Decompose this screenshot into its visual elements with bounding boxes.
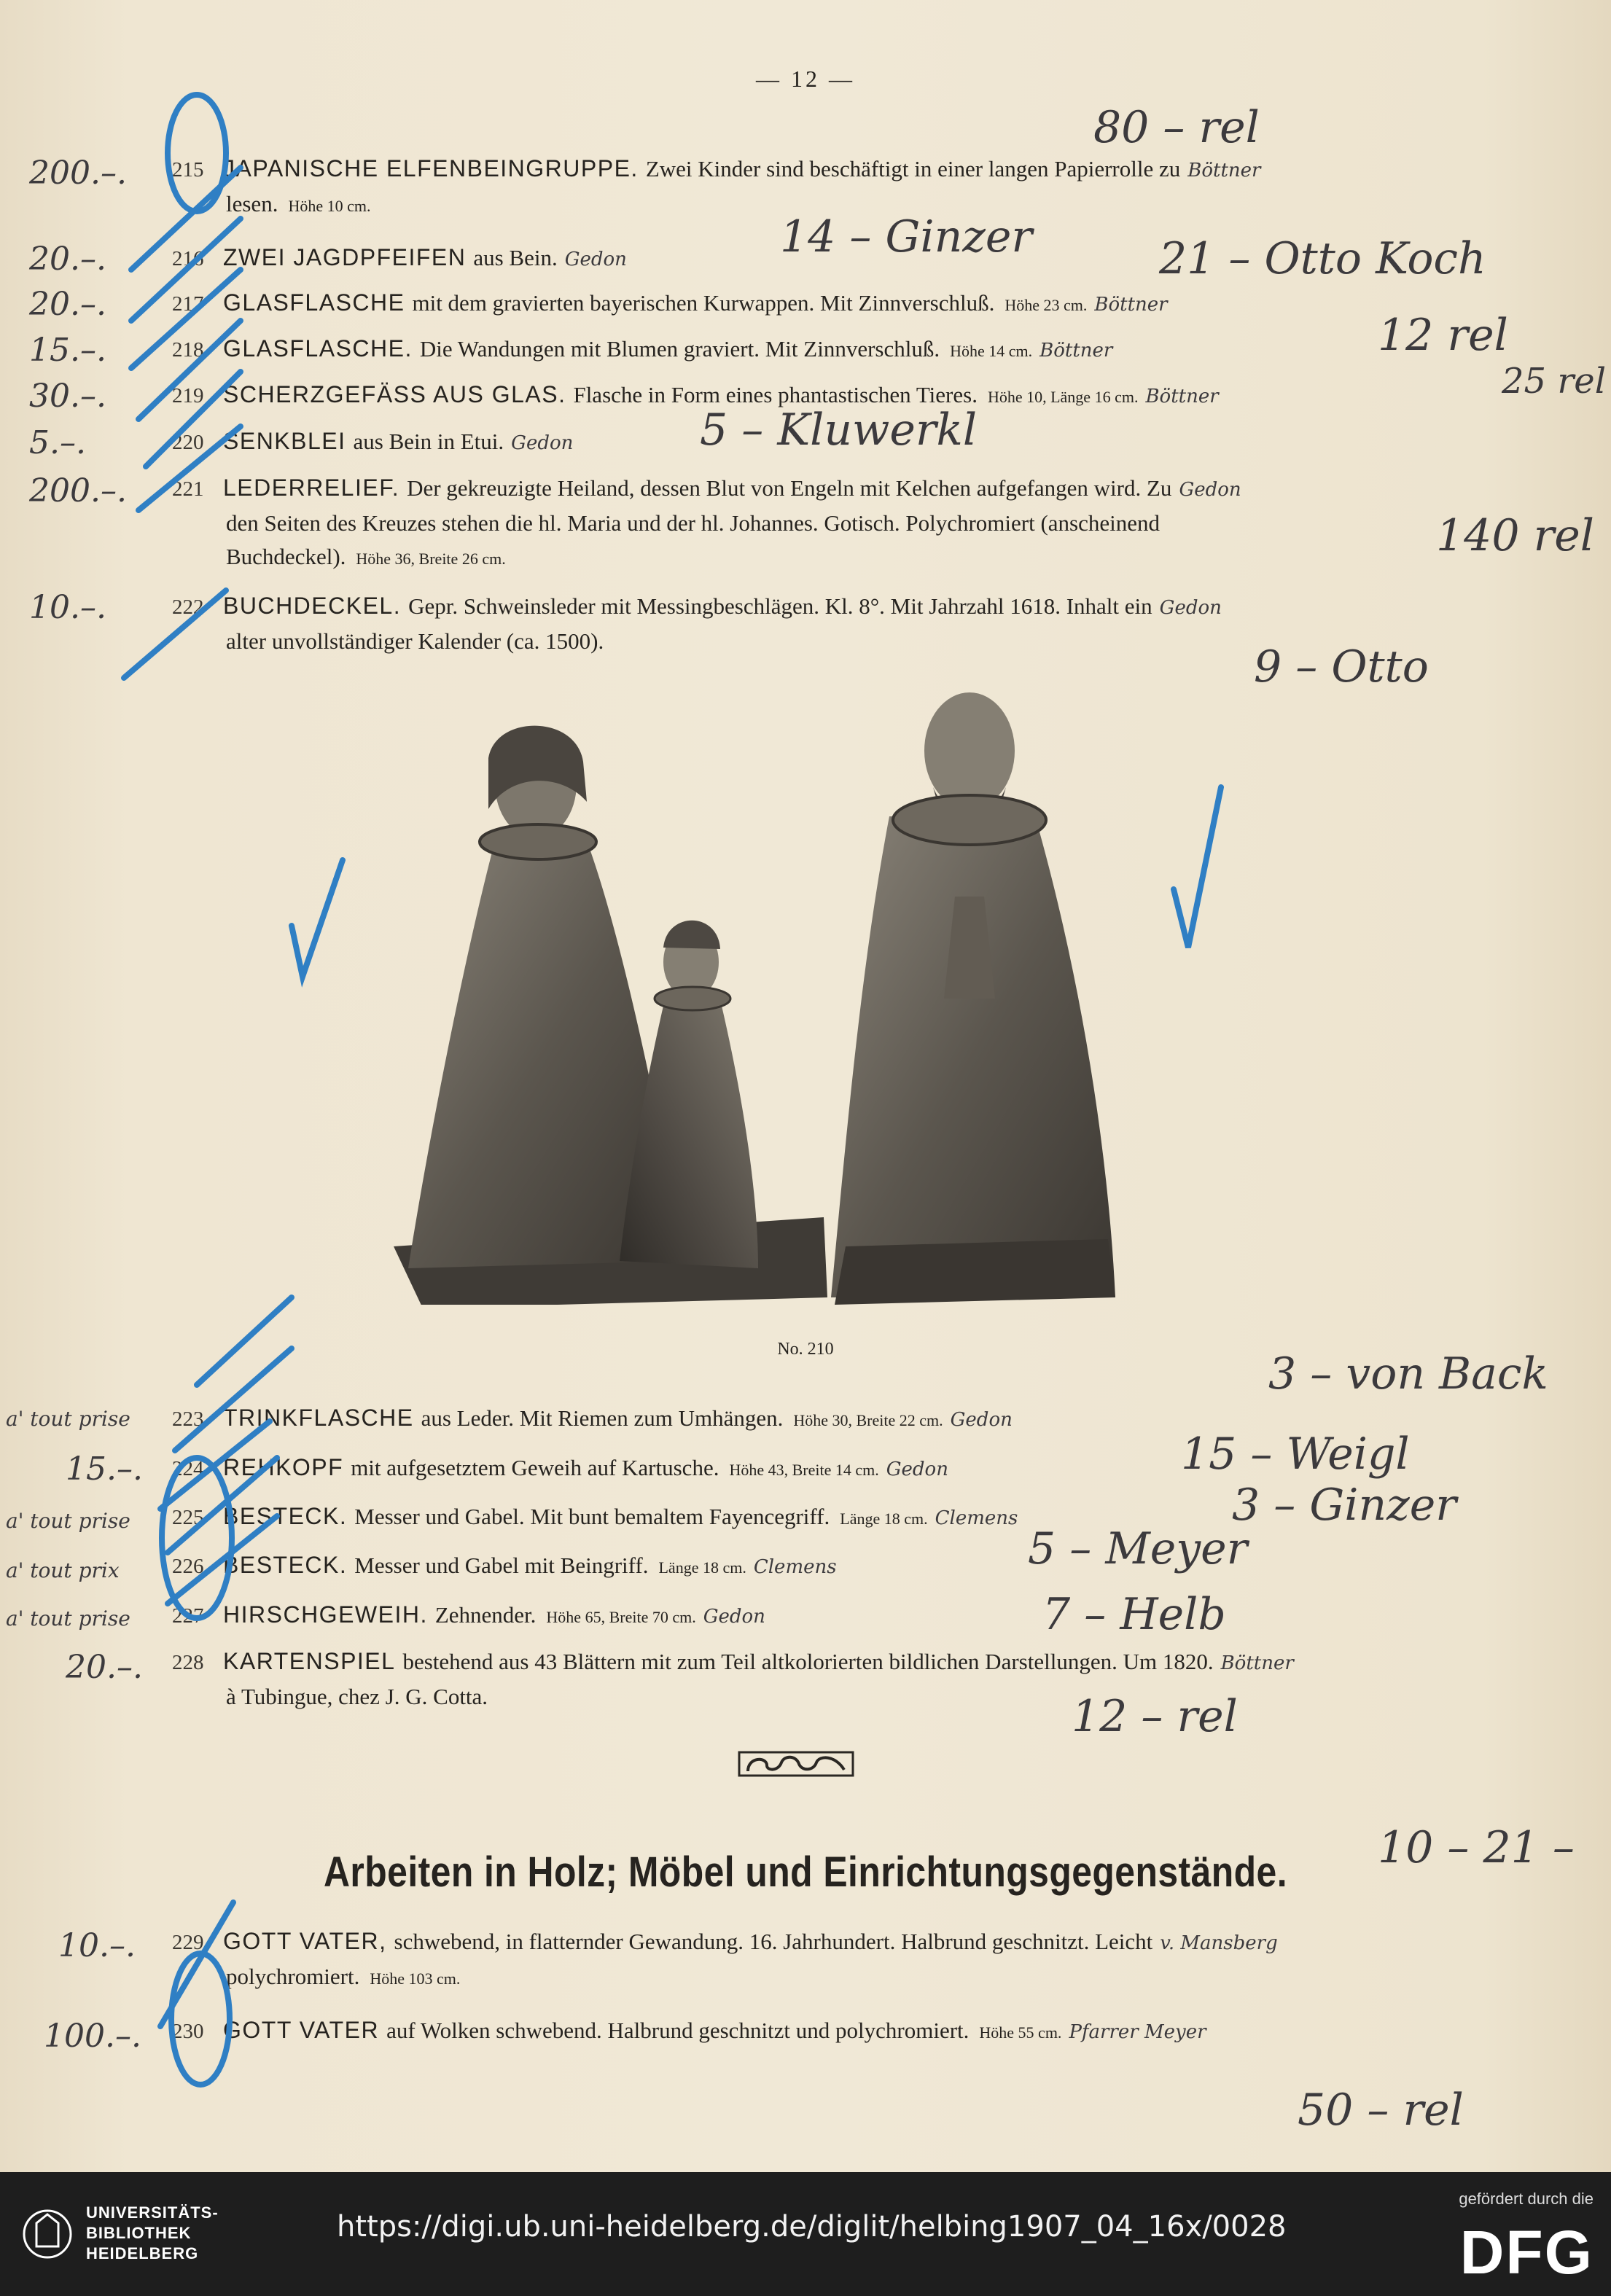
entry-number: 225: [172, 1506, 204, 1529]
buyer-name: Böttner: [1039, 340, 1113, 362]
entry-measure: Höhe 30, Breite 22 cm.: [793, 1411, 943, 1429]
entry-number: 216: [172, 247, 204, 270]
entry-number: 217: [172, 292, 204, 316]
entry-measure: Höhe 10, Länge 16 cm.: [987, 388, 1139, 406]
entry-title: GOTT VATER: [223, 2017, 380, 2043]
entry-text: Zehnender.: [434, 1602, 537, 1628]
entry-text: aus Bein in Etui.: [353, 429, 504, 454]
entry-measure: Höhe 103 cm.: [370, 1969, 461, 1988]
entry-text-line2: lesen.: [226, 191, 278, 216]
entry-title: LEDERRELIEF.: [223, 475, 400, 501]
margin-note: 12 – rel: [1072, 1691, 1238, 1742]
margin-price: a' tout prix: [6, 1558, 120, 1582]
entry-title: HIRSCHGEWEIH.: [223, 1601, 428, 1628]
entry-number: 228: [172, 1651, 204, 1674]
margin-price: 15.–.: [66, 1450, 143, 1488]
entry-text: Messer und Gabel. Mit bunt bemaltem Fayencegriff.: [354, 1504, 830, 1529]
entry-text-line2: à Tubingue, chez J. G. Cotta.: [226, 1684, 488, 1709]
entry-text: Die Wandungen mit Blumen graviert. Mit Zinnverschluß.: [419, 336, 940, 362]
margin-price: 5.–.: [29, 424, 86, 461]
margin-price: 10.–.: [58, 1927, 136, 1964]
entry-number: 222: [172, 596, 204, 619]
margin-note: 14 – Ginzer: [780, 211, 1033, 262]
entry-measure: Höhe 10 cm.: [288, 197, 371, 215]
figure-praying-man: [831, 692, 1115, 1305]
entry-title: KARTENSPIEL: [223, 1648, 396, 1674]
buyer-name: Gedon: [1179, 479, 1241, 501]
margin-note: 80 – rel: [1093, 102, 1260, 153]
buyer-name: Gedon: [1159, 597, 1222, 619]
buyer-name: Pfarrer Meyer: [1069, 2021, 1206, 2043]
entry-title: BESTECK.: [223, 1552, 348, 1578]
entry-measure: Höhe 23 cm.: [1005, 296, 1088, 314]
entry-measure: Höhe 65, Breite 70 cm.: [546, 1608, 696, 1626]
margin-note: 25 rel: [1502, 361, 1607, 402]
entry-text-line2: polychromiert.: [226, 1964, 360, 1989]
entry-text: mit aufgesetztem Geweih auf Kartusche.: [351, 1455, 719, 1480]
margin-price: 20.–.: [29, 241, 106, 278]
entry-229: [172, 1924, 1528, 1996]
entry-text: Flasche in Form eines phantastischen Tieres.: [573, 382, 978, 407]
margin-note: 9 – Otto: [1254, 641, 1429, 692]
buyer-name: Clemens: [935, 1507, 1018, 1529]
entry-title: REHKOPF: [223, 1454, 344, 1480]
buyer-name: Gedon: [564, 249, 627, 270]
margin-note: 5 – Meyer: [1028, 1523, 1248, 1574]
entry-measure: Länge 18 cm.: [658, 1558, 746, 1577]
entry-221: [172, 471, 1528, 576]
margin-note: 3 – Ginzer: [1232, 1480, 1456, 1531]
entry-text-line2: alter unvollständiger Kalender (ca. 1500).: [226, 628, 604, 654]
buyer-name: Böttner: [1187, 160, 1261, 181]
entry-217: [172, 286, 1528, 322]
entry-text: schwebend, in flatternder Gewandung. 16. Jahrhundert. Halbrund geschnitzt. Leicht: [394, 1929, 1153, 1954]
digitization-footer: [0, 2172, 1611, 2296]
entry-title: JAPANISCHE ELFENBEINGRUPPE.: [223, 155, 639, 181]
entry-measure: Höhe 43, Breite 14 cm.: [729, 1461, 879, 1479]
funded-by-label: gefördert durch die: [1459, 2190, 1594, 2208]
buyer-name: Böttner: [1145, 386, 1219, 407]
margin-price: 20.–.: [66, 1649, 143, 1686]
margin-note: 21 – Otto Koch: [1159, 233, 1486, 284]
entry-number: 218: [172, 338, 204, 362]
entry-226: [172, 1548, 1528, 1585]
entry-number: 219: [172, 384, 204, 407]
entry-title: GOTT VATER,: [223, 1928, 387, 1954]
margin-note: 140 rel: [1436, 510, 1594, 561]
photo-carved-figures: [379, 692, 1217, 1305]
entry-text: aus Leder. Mit Riemen zum Umhängen.: [421, 1405, 784, 1431]
entry-number: 230: [172, 2020, 204, 2043]
entry-218: [172, 332, 1528, 368]
entry-title: BUCHDECKEL.: [223, 593, 402, 619]
margin-note: 10 – 21 –: [1378, 1822, 1575, 1873]
entry-number: 215: [172, 158, 204, 181]
margin-price: 20.–.: [29, 286, 106, 323]
buyer-name: Böttner: [1220, 1652, 1294, 1674]
library-name: UNIVERSITÄTS- BIBLIOTHEK HEIDELBERG: [86, 2203, 219, 2262]
entry-title: GLASFLASCHE: [223, 289, 405, 316]
entry-number: 223: [172, 1407, 204, 1431]
entry-title: TRINKFLASCHE: [223, 1405, 414, 1431]
entry-text-line3: Buchdeckel).: [226, 544, 346, 569]
margin-price: a' tout prise: [6, 1509, 130, 1533]
section-heading: Arbeiten in Holz; Möbel und Einrichtungsgegenstände.: [323, 1848, 1288, 1896]
entry-title: BESTECK.: [223, 1503, 348, 1529]
entry-228: [172, 1644, 1528, 1714]
buyer-name: Gedon: [886, 1459, 948, 1480]
buyer-name: Gedon: [950, 1409, 1013, 1431]
entry-title: ZWEI JAGDPFEIFEN: [223, 244, 467, 270]
permalink-url[interactable]: https://digi.ub.uni-heidelberg.de/diglit/helbing1907_04_16x/0028: [337, 2210, 1287, 2244]
margin-price: 15.–.: [29, 332, 106, 369]
entry-measure: Höhe 55 cm.: [979, 2023, 1062, 2042]
margin-price: 30.–.: [29, 378, 106, 415]
entry-text-line2: den Seiten des Kreuzes stehen die hl. Maria und der hl. Johannes. Gotisch. Polychromiert (anscheinend: [226, 510, 1160, 536]
photo-caption: No. 210: [777, 1340, 834, 1359]
buyer-name: v. Mansberg: [1160, 1932, 1278, 1954]
buyer-name: Gedon: [703, 1606, 765, 1628]
entry-text: aus Bein.: [473, 245, 558, 270]
entry-text: mit dem gravierten bayerischen Kurwappen. Mit Zinnverschluß.: [412, 290, 995, 316]
entry-text: bestehend aus 43 Blättern mit zum Teil altkolorierten bildlichen Darstellungen. Um 1820.: [402, 1649, 1214, 1674]
entry-number: 224: [172, 1457, 204, 1480]
checkmark: [292, 860, 343, 977]
margin-note: 3 – von Back: [1268, 1348, 1548, 1399]
university-seal-icon: [22, 2201, 73, 2267]
dfg-logo: DFG: [1459, 2218, 1594, 2287]
entry-text: Gepr. Schweinsleder mit Messingbeschlägen. Kl. 8°. Mit Jahrzahl 1618. Inhalt ein: [408, 593, 1152, 619]
buyer-name: Böttner: [1094, 294, 1168, 316]
page-number: — 12 —: [756, 66, 855, 92]
entry-text: Der gekreuzigte Heiland, dessen Blut von Engeln mit Kelchen aufgefangen wird. Zu: [407, 475, 1172, 501]
entry-text: Messer und Gabel mit Beingriff.: [354, 1553, 649, 1578]
entry-number: 229: [172, 1931, 204, 1954]
entry-number: 227: [172, 1604, 204, 1628]
entry-number: 226: [172, 1555, 204, 1578]
margin-price: 10.–.: [29, 589, 106, 626]
margin-note: 15 – Weigl: [1181, 1429, 1410, 1480]
entry-title: GLASFLASCHE.: [223, 335, 413, 362]
buyer-name: Clemens: [753, 1556, 837, 1578]
margin-price: 200.–.: [29, 155, 127, 192]
margin-price: a' tout prise: [6, 1407, 130, 1431]
entry-number: 221: [172, 477, 204, 501]
margin-price: 100.–.: [44, 2018, 141, 2055]
margin-note: 5 – Kluwerkl: [700, 405, 978, 456]
entry-230: [172, 2013, 1528, 2050]
entry-title: SENKBLEI: [223, 428, 346, 454]
entry-title: SCHERZGEFÄSS AUS GLAS.: [223, 381, 566, 407]
entry-number: 220: [172, 431, 204, 454]
margin-note: 12 rel: [1378, 310, 1508, 361]
entry-measure: Höhe 36, Breite 26 cm.: [356, 550, 506, 568]
buyer-name: Gedon: [511, 432, 574, 454]
margin-note: 7 – Helb: [1042, 1589, 1226, 1640]
entry-227: [172, 1598, 1528, 1634]
figure-woman-child: [394, 726, 827, 1305]
margin-note: 50 – rel: [1298, 2085, 1464, 2136]
entry-text: auf Wolken schwebend. Halbrund geschnitzt und polychromiert.: [386, 2018, 970, 2043]
entry-text: Zwei Kinder sind beschäftigt in einer langen Papierrolle zu: [645, 156, 1181, 181]
margin-price: 200.–.: [29, 472, 127, 509]
entry-measure: Höhe 14 cm.: [950, 342, 1033, 360]
entry-measure: Länge 18 cm.: [840, 1510, 928, 1528]
ornament-divider: [738, 1749, 854, 1778]
margin-price: a' tout prise: [6, 1606, 130, 1631]
